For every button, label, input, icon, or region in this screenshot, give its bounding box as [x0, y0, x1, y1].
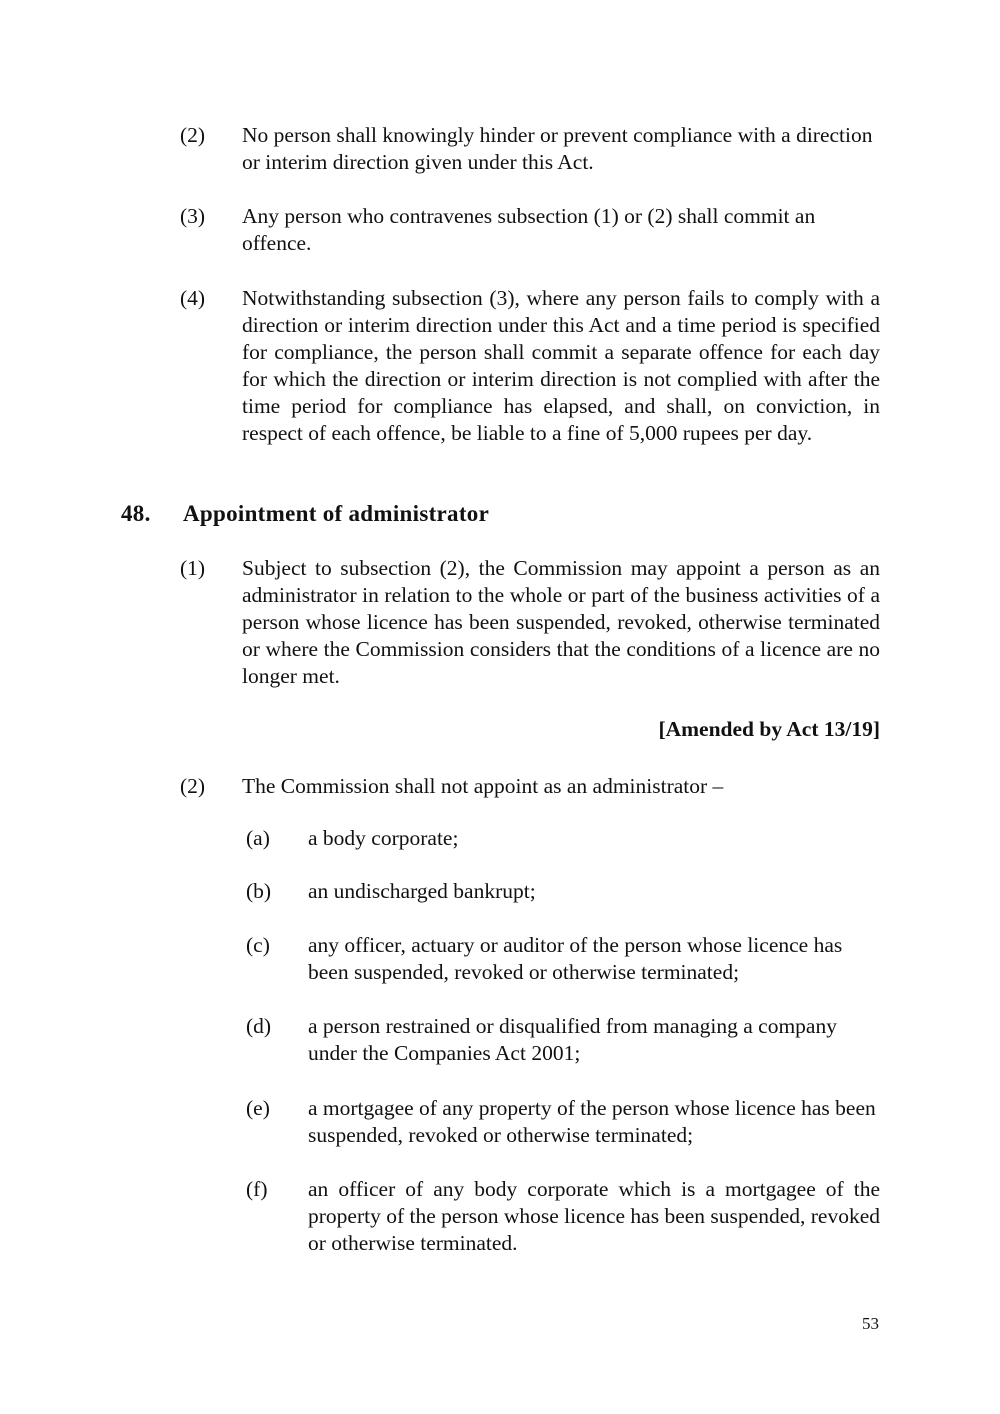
subsection-number: (2): [180, 774, 206, 798]
subsection-47-4: [180, 285, 880, 447]
paragraph-text: a mortgagee of any property of the person whose licence has been suspended, revoked or otherwise terminated;: [308, 1096, 876, 1147]
paragraph-text: an officer of any body corporate which is a mortgagee of the property of the person whose licence has been suspended, revoked or otherwise terminated.: [308, 1177, 880, 1255]
page-number: 53: [862, 1314, 879, 1333]
subsection-text: Subject to subsection (2), the Commission may appoint a person as an administrator in relation to the whole or part of the business activities of a person whose licence has been suspended, revoked, otherwise terminated or where the Commission considers that the conditions of a licence are no longer met.: [242, 556, 880, 688]
paragraph-text: any officer, actuary or auditor of the person whose licence has been suspended, revoked or otherwise terminated;: [308, 933, 843, 984]
paragraph-e: [246, 1095, 880, 1149]
subsection-number: (1): [180, 556, 206, 580]
subsection-text: Notwithstanding subsection (3), where any person fails to comply with a direction or interim direction under this Act and a time period is specified for compliance, the person shall commit a separate offence for each day for which the direction or interim direction is not complied with after the time period for compliance has elapsed, and shall, on conviction, in respect of each offence, be liable to a fine of 5,000 rupees per day.: [242, 286, 880, 445]
paragraph-c: [246, 932, 880, 986]
paragraph-letter: (f): [246, 1177, 268, 1201]
subsection-text: The Commission shall not appoint as an administrator –: [242, 774, 724, 798]
subsection-number: (3): [180, 204, 206, 228]
paragraph-d: [246, 1013, 880, 1067]
section-title: Appointment of administrator: [183, 501, 490, 526]
subsection-47-3: [180, 203, 880, 257]
section-heading: [121, 500, 489, 527]
subsection-text: Any person who contravenes subsection (1) or (2) shall commit an offence.: [242, 204, 816, 255]
paragraph-letter: (c): [246, 933, 270, 957]
paragraph-letter: (b): [246, 879, 272, 903]
paragraph-f: [246, 1176, 880, 1257]
subsection-text: No person shall knowingly hinder or prevent compliance with a direction or interim direction given under this Act.: [242, 123, 873, 174]
paragraph-b: [246, 878, 880, 905]
paragraph-letter: (a): [246, 826, 270, 850]
paragraph-text: an undischarged bankrupt;: [308, 879, 536, 903]
subsection-number: (2): [180, 123, 206, 147]
section-number: 48.: [121, 501, 151, 526]
subsection-48-2: [180, 773, 880, 800]
paragraph-a: [246, 825, 880, 852]
paragraph-text: a person restrained or disqualified from managing a company under the Companies Act 2001;: [308, 1014, 837, 1065]
paragraph-letter: (d): [246, 1014, 272, 1038]
paragraph-text: a body corporate;: [308, 826, 459, 850]
subsection-48-1: [180, 555, 880, 690]
amendment-note: [Amended by Act 13/19]: [658, 717, 880, 741]
subsection-number: (4): [180, 286, 206, 310]
subsection-47-2: [180, 122, 880, 176]
paragraph-letter: (e): [246, 1096, 270, 1120]
